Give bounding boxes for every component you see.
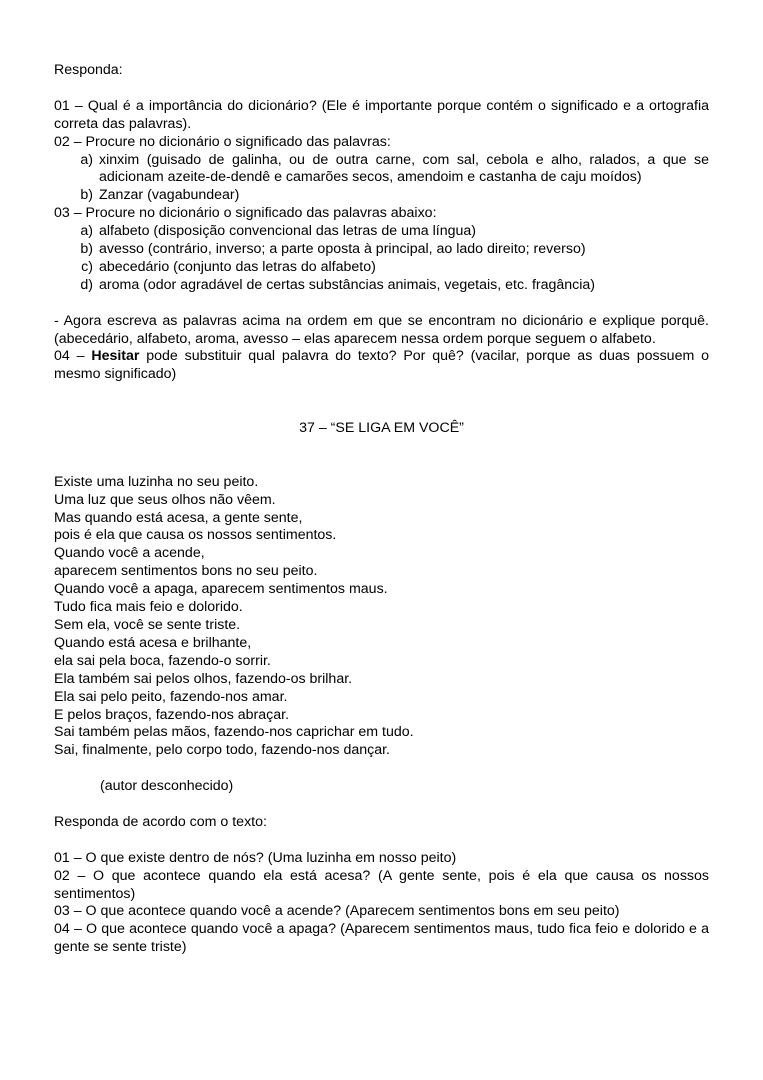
poem-body [54,474,709,761]
question-4-keyword: Hesitar [91,348,140,365]
poem-line: Ela também sai pelos olhos, fazendo-os brilhar. [54,670,353,687]
order-instruction: - Agora escreva as palavras acima na ordem em que se encontram no dicionário e explique porquê. (abecedário, alfabeto, aroma, avesso – elas aparecem nessa ordem porque seguem o alfabeto. [54,312,709,347]
list-item-text: aroma (odor agradável de certas substâncias animais, vegetais, etc. fragância) [99,276,596,293]
list-item-label: c) [81,258,93,275]
poem-line: Tudo fica mais feio e dolorido. [54,599,243,616]
poem-line: aparecem sentimentos bons no seu peito. [54,563,318,580]
list-item [54,241,709,259]
list-item [54,223,709,241]
question-4-prefix: 04 – [54,348,92,365]
question-4 [54,348,709,384]
question-3: 03 – Procure no dicionário o significado das palavras abaixo: [54,205,437,222]
text-question: 04 – O que acontece quando você a apaga? (Aparecem sentimentos maus, tudo fica feio e dolorido e a gente se sente triste) [54,921,709,956]
poem-line: pois é ela que causa os nossos sentimentos. [54,527,337,544]
poem-line: Ela sai pelo peito, fazendo-nos amar. [54,688,288,705]
list-item-label: a) [80,151,93,168]
poem-line: ela sai pela boca, fazendo-o sorrir. [54,652,271,669]
list-item-text: xinxim (guisado de galinha, ou de outra carne, com sal, cebola e alho, ralados, a que se adicionam azeite-de-dendê e camarões secos, amendoim e castanha de caju moídos) [99,151,709,186]
text-question: 01 – O que existe dentro de nós? (Uma luzinha em nosso peito) [54,849,457,866]
list-item-text: Zanzar (vagabundear) [99,187,240,204]
question-4-text: pode substituir qual palavra do texto? Por quê? (vacilar, porque as duas possuem o mesmo significado) [54,348,709,383]
text-question: 02 – O que acontece quando ela está acesa? (A gente sente, pois é ela que causa os nossos sentimentos) [54,867,709,902]
list-item-label: b) [80,241,93,258]
list-item [54,152,709,188]
poem-line: Quando você a acende, [54,545,205,562]
poem-author: (autor desconhecido) [100,778,234,795]
question-1: 01 – Qual é a importância do dicionário? (Ele é importante porque contém o significado e a ortografia correta das palavras). [54,97,709,132]
poem-title: 37 – “SE LIGA EM VOCÊ” [299,420,464,437]
poem-line: E pelos braços, fazendo-nos abraçar. [54,706,290,723]
poem-line: Quando você a apaga, aparecem sentimentos maus. [54,581,388,598]
list-item-text: avesso (contrário, inverso; a parte oposta à principal, ao lado direito; reverso) [99,241,586,258]
text-question: 03 – O que acontece quando você a acende? (Aparecem sentimentos bons em seu peito) [54,903,620,920]
section2-heading: Responda de acordo com o texto: [54,813,267,830]
poem-line: Sai também pelas mãos, fazendo-nos caprichar em tudo. [54,724,414,741]
poem-line: Existe uma luzinha no seu peito. [54,473,259,490]
list-item [54,277,709,295]
question-2: 02 – Procure no dicionário o significado das palavras: [54,133,391,150]
section1-heading: Responda: [54,62,123,78]
list-item-text: alfabeto (disposição convencional das letras de uma língua) [99,223,476,240]
poem-line: Mas quando está acesa, a gente sente, [54,509,303,526]
poem-line: Sem ela, você se sente triste. [54,617,241,633]
poem-line: Sai, finalmente, pelo corpo todo, fazendo-nos dançar. [54,742,390,759]
document-page [54,62,709,957]
list-item-label: d) [80,276,93,293]
list-item [54,187,709,205]
list-item-text: abecedário (conjunto das letras do alfabeto) [99,258,376,275]
list-item-label: b) [80,187,93,204]
poem-line: Uma luz que seus olhos não vêem. [54,491,276,508]
list-item [54,259,709,277]
poem-line: Quando está acesa e brilhante, [54,634,252,651]
list-item-label: a) [80,223,93,240]
